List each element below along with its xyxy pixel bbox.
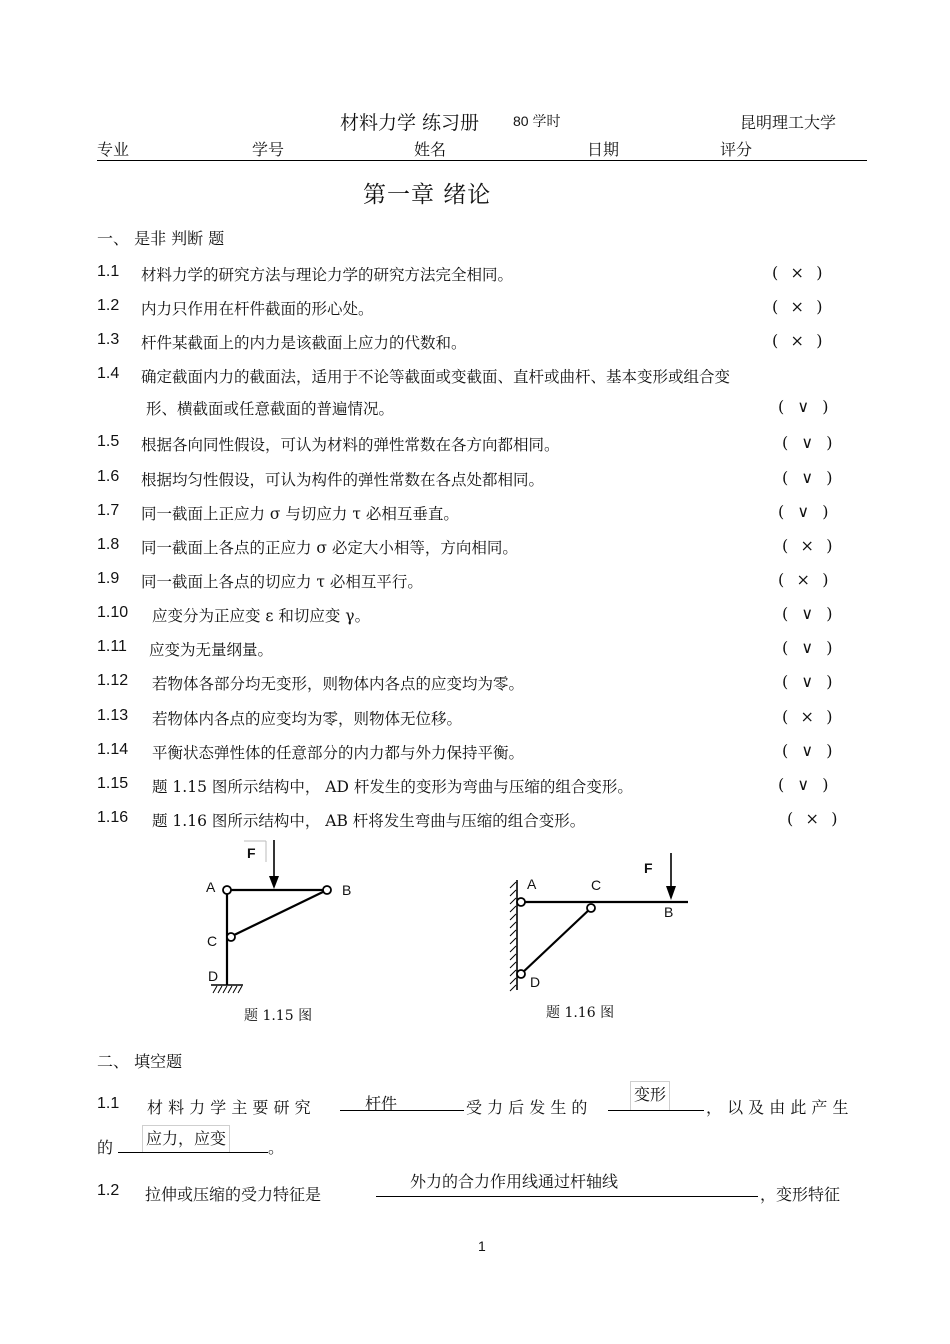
question-text: 同一截面上各点的切应力 τ 必相互平行。 (141, 573, 423, 591)
section-true-false-title: 一、 是非 判断 题 (97, 229, 225, 248)
question-text-continued: 形、横截面或任意截面的普遍情况。 (146, 400, 395, 418)
field-major: 专业 (97, 140, 130, 159)
field-student-id: 学号 (252, 140, 285, 159)
field-date: 日期 (587, 140, 620, 159)
answer-mark: × (800, 707, 814, 726)
question-number: 1.1 (97, 263, 120, 280)
figure-1-16-label-f: F (644, 860, 653, 876)
answer-mark: ∨ (801, 672, 814, 691)
figure-1-16-label-c: C (591, 877, 602, 893)
question-number: 1.3 (97, 331, 120, 348)
question-text: 平衡状态弹性体的任意部分的内力都与外力保持平衡。 (152, 744, 525, 762)
question-text: 受 力 后 发 生 的 (466, 1098, 588, 1117)
question-number: 1.2 (97, 1182, 120, 1199)
question-text: 内力只作用在杆件截面的形心处。 (141, 300, 374, 318)
question-text: 材 料 力 学 主 要 研 究 (147, 1098, 311, 1117)
question-number: 1.13 (97, 707, 129, 724)
figure-1-16-label-d: D (530, 974, 541, 990)
question-text: 根据各向同性假设，可认为材料的弹性常数在各方向都相同。 (141, 436, 560, 454)
answer-mark: × (790, 331, 804, 350)
question-text: 。 (268, 1138, 285, 1157)
question-text: 应变分为正应变 ε 和切应变 γ。 (152, 607, 371, 625)
answer-slot: ( × ) (787, 809, 838, 828)
answer-mark: × (790, 263, 804, 282)
course-hours: 80 学时 (513, 113, 561, 129)
answer-blank-line (376, 1196, 758, 1197)
figure-1-16-caption: 题 1.16 图 (546, 1005, 615, 1021)
figure-1-15-caption: 题 1.15 图 (244, 1008, 313, 1024)
question-number: 1.11 (97, 638, 127, 655)
answer-mark: × (800, 536, 814, 555)
question-text: 题 1.15 图所示结构中， AD 杆发生的变形为弯曲与压缩的组合变形。 (152, 778, 633, 796)
chapter-title: 第一章 绪论 (363, 182, 492, 208)
answer-blank-line (118, 1152, 268, 1153)
question-number: 1.8 (97, 536, 120, 553)
question-text: ， 以 及 由 此 产 生 (706, 1098, 849, 1117)
answer-slot: ( × ) (772, 297, 823, 316)
question-text: 材料力学的研究方法与理论力学的研究方法完全相同。 (141, 266, 514, 284)
figure-1-15-label-f: F (247, 845, 256, 861)
answer-slot: ( ∨ ) (778, 397, 829, 416)
answer-mark: ∨ (797, 775, 810, 794)
answer-blank-line (340, 1110, 464, 1111)
figure-1-16-label-a: A (527, 876, 537, 892)
question-number: 1.1 (97, 1095, 120, 1112)
answer-slot: ( ∨ ) (782, 604, 833, 623)
answer-slot: ( × ) (772, 263, 823, 282)
answer-slot: ( ∨ ) (782, 741, 833, 760)
question-number: 1.10 (97, 604, 129, 621)
question-text: 若物体内各点的应变均为零，则物体无位移。 (152, 710, 463, 728)
figure-1-15-label-d: D (208, 968, 219, 984)
question-number: 1.12 (97, 672, 129, 689)
answer-blank-value: 变形 (630, 1081, 670, 1110)
figure-1-15-label-a: A (206, 879, 216, 895)
question-text: ，变形特征 (760, 1185, 841, 1204)
question-text: 同一截面上各点的正应力 σ 必定大小相等，方向相同。 (141, 539, 518, 557)
answer-slot: ( × ) (778, 570, 829, 589)
question-text: 拉伸或压缩的受力特征是 (145, 1185, 322, 1204)
answer-mark: ∨ (801, 741, 814, 760)
question-text: 同一截面上正应力 σ 与切应力 τ 必相互垂直。 (141, 505, 459, 523)
question-text: 根据均匀性假设，可认为构件的弹性常数在各点处都相同。 (141, 471, 545, 489)
page-number: 1 (478, 1238, 486, 1254)
answer-slot: ( ∨ ) (778, 502, 829, 521)
question-number: 1.9 (97, 570, 120, 587)
answer-blank-value: 外力的合力作用线通过杆轴线 (410, 1172, 619, 1191)
answer-slot: ( ∨ ) (778, 775, 829, 794)
university-name: 昆明理工大学 (740, 113, 837, 132)
question-number: 1.15 (97, 775, 129, 792)
answer-mark: × (796, 570, 810, 589)
answer-blank-value: 应力，应变 (142, 1125, 230, 1152)
question-text: 确定截面内力的截面法，适用于不论等截面或变截面、直杆或曲杆、基本变形或组合变 (141, 368, 731, 386)
question-number: 1.16 (97, 809, 129, 826)
question-text: 题 1.16 图所示结构中， AB 杆将发生弯曲与压缩的组合变形。 (152, 812, 586, 830)
question-number: 1.2 (97, 297, 120, 314)
question-number: 1.5 (97, 433, 120, 450)
question-text: 杆件某截面上的内力是该截面上应力的代数和。 (141, 334, 467, 352)
answer-mark: ∨ (801, 468, 814, 487)
answer-slot: ( × ) (782, 536, 833, 555)
answer-slot: ( × ) (772, 331, 823, 350)
section-fill-blank-title: 二、 填空题 (97, 1052, 183, 1071)
answer-mark: ∨ (801, 604, 814, 623)
answer-mark: ∨ (801, 433, 814, 452)
question-number: 1.7 (97, 502, 120, 519)
question-number: 1.6 (97, 468, 120, 485)
answer-slot: ( ∨ ) (782, 433, 833, 452)
question-text: 若物体各部分均无变形，则物体内各点的应变均为零。 (152, 675, 525, 693)
figure-1-15-label-c: C (207, 933, 218, 949)
question-text: 应变为无量纲量。 (149, 641, 274, 659)
question-number: 1.14 (97, 741, 129, 758)
answer-mark: ∨ (801, 638, 814, 657)
field-name: 姓名 (414, 140, 447, 159)
answer-slot: ( ∨ ) (782, 672, 833, 691)
workbook-title: 材料力学 练习册 (340, 112, 480, 134)
answer-mark: ∨ (797, 397, 810, 416)
answer-mark: × (805, 809, 819, 828)
answer-slot: ( × ) (782, 707, 833, 726)
answer-blank-value: 杆件 (365, 1094, 398, 1113)
answer-slot: ( ∨ ) (782, 638, 833, 657)
answer-mark: × (790, 297, 804, 316)
answer-blank-line (608, 1110, 704, 1111)
question-text: 的 (97, 1138, 114, 1157)
answer-slot: ( ∨ ) (782, 468, 833, 487)
figure-1-15-label-b: B (342, 882, 352, 898)
field-score: 评分 (720, 140, 753, 159)
question-number: 1.4 (97, 365, 120, 382)
figure-1-16-label-b: B (664, 904, 674, 920)
answer-mark: ∨ (797, 502, 810, 521)
